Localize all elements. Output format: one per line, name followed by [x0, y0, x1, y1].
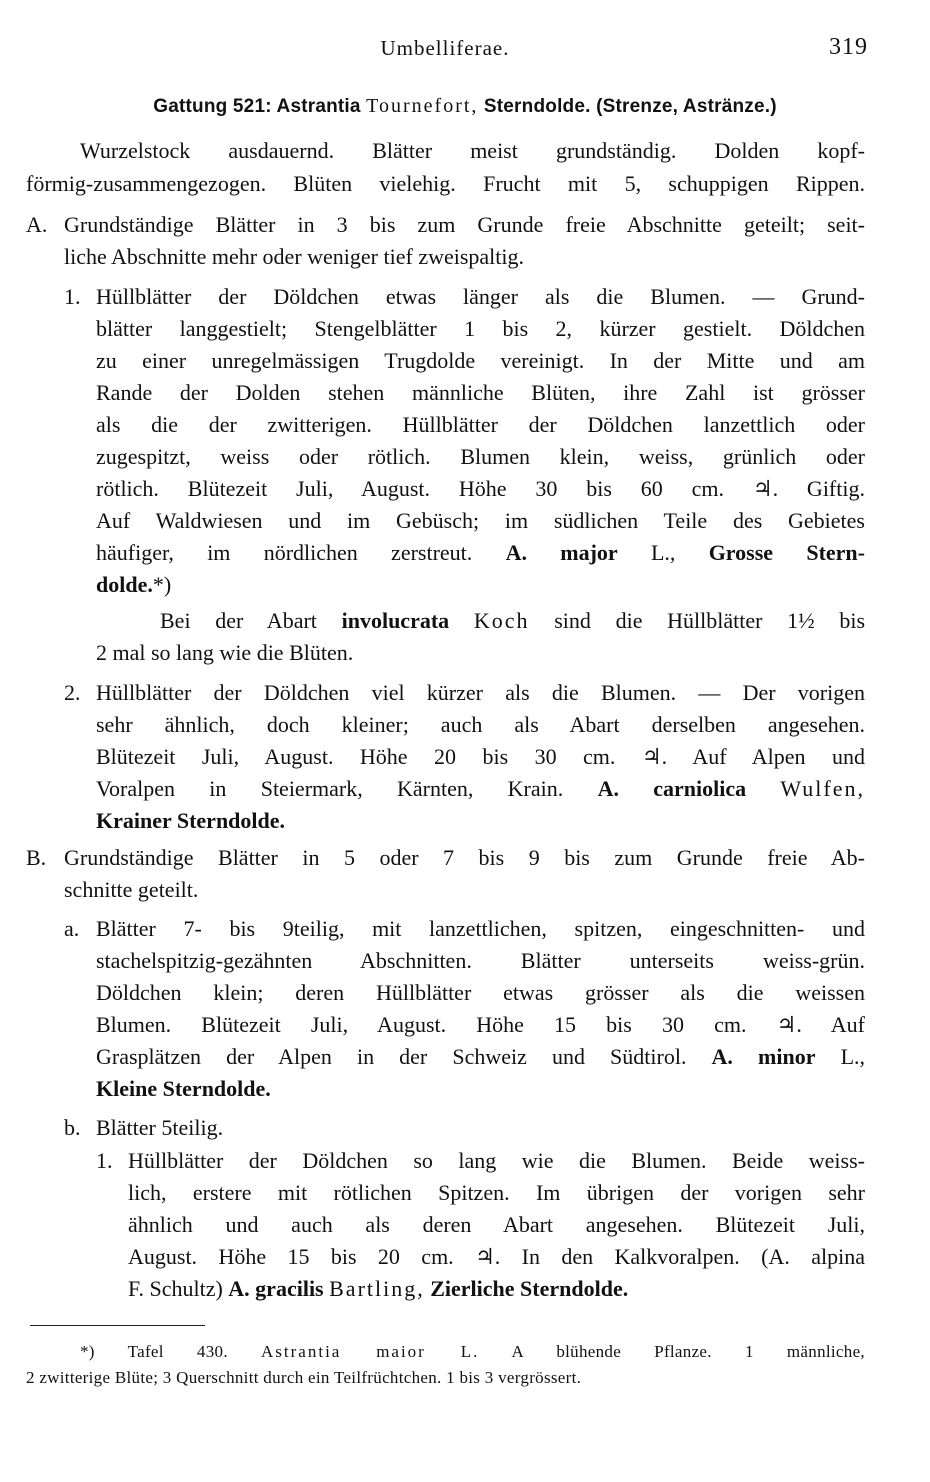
species-name-carniolica: A. carniolica — [597, 776, 747, 801]
item-2-line-3: Blütezeit Juli, August. Höhe 20 bis 30 cm. ♃. Auf Alpen und — [96, 744, 865, 769]
variety-text-post: sind die Hüllblätter 1½ bis — [554, 608, 866, 633]
item-1-line-6: zugespitzt, weiss oder rötlich. Blumen klein, weiss, grünlich oder — [96, 444, 865, 469]
item-1-line-7: rötlich. Blütezeit Juli, August. Höhe 30 bis 60 cm. ♃. Giftig. — [96, 476, 865, 501]
species-author-carniolica: Wulfen, — [780, 776, 865, 801]
genus-heading — [0, 95, 930, 118]
item-a-label: a. — [64, 916, 80, 941]
item-2-line-2: sehr ähnlich, doch kleiner; auch als Abart derselben angesehen. — [96, 712, 865, 737]
variety-name: involucrata — [341, 608, 450, 633]
footnote-line-2: 2 zwitterige Blüte; 3 Querschnitt durch ein Teilfrüchtchen. 1 bis 3 vergrössert. — [26, 1368, 582, 1387]
item-2-line-4-text: Voralpen in Steiermark, Kärnten, Krain. — [96, 776, 564, 801]
subitem-1-line-1: Hüllblätter der Döldchen so lang wie die Blumen. Beide weiss- — [128, 1148, 865, 1173]
species-author-minor: L., — [840, 1044, 866, 1069]
intro-line-2: förmig-zusammengezogen. Blüten vielehig. Frucht mit 5, schuppigen Rippen. — [26, 171, 865, 196]
genus-vernacular: (Strenze, Astränze.) — [596, 96, 777, 117]
genus-name: Gattung 521: Astrantia — [153, 96, 361, 117]
variety-text-pre: Bei der Abart — [160, 608, 317, 633]
section-a-label: A. — [26, 212, 48, 237]
item-1-label: 1. — [64, 284, 81, 309]
subitem-1-line-3: ähnlich und auch als deren Abart angesehen. Blütezeit Juli, — [128, 1212, 865, 1237]
item-1-line-10 — [96, 570, 171, 600]
item-1-line-9 — [96, 538, 865, 568]
item-a-line-4: Blumen. Blütezeit Juli, August. Höhe 15 bis 30 cm. ♃. Auf — [96, 1012, 865, 1037]
common-name-major: Grosse Stern- — [708, 540, 865, 565]
item-1-line-3: zu einer unregelmässigen Trugdolde vereinigt. In der Mitte und am — [96, 348, 865, 373]
section-b-line-2: schnitte geteilt. — [64, 877, 199, 902]
section-b-label: B. — [26, 845, 47, 870]
footnote-line-1 — [80, 1340, 865, 1364]
item-1-line-2: blätter langgestielt; Stengelblätter 1 bis 2, kürzer gestielt. Döldchen — [96, 316, 865, 341]
subitem-1-line-5-text: F. Schultz) — [128, 1276, 223, 1301]
common-name-carniolica: Krainer Sterndolde. — [96, 808, 286, 833]
section-a-line-2: liche Abschnitte mehr oder weniger tief zweispaltig. — [64, 244, 525, 269]
item-1-line-9-text: häufiger, im nördlichen zerstreut. — [96, 540, 473, 565]
item-a-line-3: Döldchen klein; deren Hüllblätter etwas grösser als die weissen — [96, 980, 865, 1005]
item-1-line-4: Rande der Dolden stehen männliche Blüten, ihre Zahl ist grösser — [96, 380, 865, 405]
common-name-gracilis: Zierliche Sterndolde. — [430, 1276, 629, 1301]
page-number: 319 — [829, 34, 868, 60]
running-title: Umbelliferae. — [380, 36, 510, 60]
variety-author: Koch — [473, 608, 530, 633]
item-1-line-1: Hüllblätter der Döldchen etwas länger als die Blumen. — Grund- — [96, 284, 865, 309]
section-a-line-1: Grundständige Blätter in 3 bis zum Grunde freie Abschnitte geteilt; seit- — [64, 212, 865, 237]
item-b-text: Blätter 5teilig. — [96, 1115, 224, 1140]
page-header — [0, 36, 930, 66]
item-a-line-5-text: Grasplätzen der Alpen in der Schweiz und Südtirol. — [96, 1044, 687, 1069]
common-name-minor: Kleine Sterndolde. — [96, 1076, 271, 1101]
footnote-marker: *) — [152, 572, 172, 597]
intro-line-1: Wurzelstock ausdauernd. Blätter meist grundständig. Dolden kopf- — [80, 138, 865, 163]
species-name-gracilis: A. gracilis — [228, 1276, 324, 1301]
species-author-gracilis: Bartling, — [329, 1276, 425, 1301]
subitem-1-line-2: lich, erstere mit rötlichen Spitzen. Im übrigen der vorigen sehr — [128, 1180, 865, 1205]
subitem-1-label: 1. — [96, 1148, 113, 1173]
section-b-line-1: Grundständige Blätter in 5 oder 7 bis 9 bis zum Grunde freie Ab- — [64, 845, 865, 870]
footnote-species: Astrantia maior L. — [261, 1342, 480, 1361]
item-a-line-1: Blätter 7- bis 9teilig, mit lanzettlichen, spitzen, eingeschnitten- und — [96, 916, 865, 941]
footnote-rule — [30, 1325, 205, 1326]
footnote-legend: A blühende Pflanze. 1 männliche, — [511, 1342, 865, 1361]
common-name-major-cont: dolde. — [96, 572, 153, 597]
species-name-minor: A. minor — [711, 1044, 816, 1069]
item-a-line-5 — [96, 1042, 865, 1072]
item-2-line-1: Hüllblätter der Döldchen viel kürzer als die Blumen. — Der vorigen — [96, 680, 865, 705]
variety-line-2: 2 mal so lang wie die Blüten. — [96, 640, 354, 665]
item-1-line-8: Auf Waldwiesen und im Gebüsch; im südlichen Teile des Gebietes — [96, 508, 865, 533]
subitem-1-line-5 — [128, 1274, 628, 1304]
item-a-line-2: stachelspitzig-gezähnten Abschnitten. Blätter unterseits weiss-grün. — [96, 948, 865, 973]
item-2-label: 2. — [64, 680, 81, 705]
footnote-plate: *) Tafel 430. — [80, 1342, 228, 1361]
genus-author: Tournefort, — [366, 95, 479, 117]
subitem-1-line-4: August. Höhe 15 bis 20 cm. ♃. In den Kalkvoralpen. (A. alpina — [128, 1244, 865, 1269]
item-2-line-4 — [96, 774, 865, 804]
item-1-line-5: als die der zwitterigen. Hüllblätter der Döldchen lanzettlich oder — [96, 412, 865, 437]
item-b-label: b. — [64, 1115, 81, 1140]
species-author-major: L., — [650, 540, 676, 565]
species-name-major: A. major — [505, 540, 618, 565]
genus-common-name: Sterndolde. — [483, 96, 591, 117]
variety-line-1 — [160, 606, 865, 636]
